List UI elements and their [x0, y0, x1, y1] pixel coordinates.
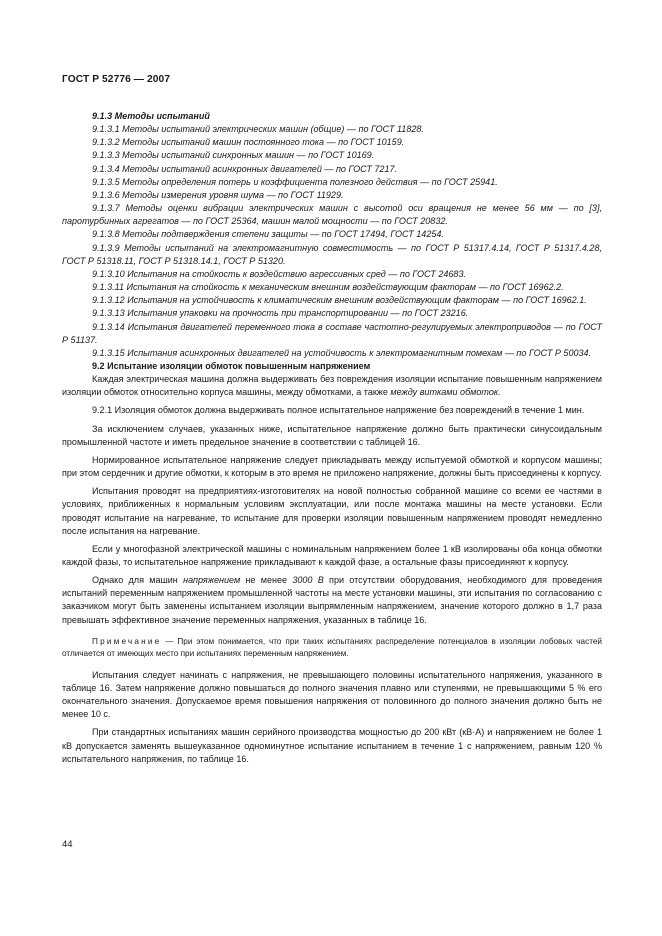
- item-9-1-3-5: 9.1.3.5 Методы определения потерь и коэффициента полезного действия — по ГОСТ 25941.: [92, 176, 498, 187]
- paragraph-voltage-rise: Испытания следует начинать с напряжения, не превышающего половины испытательного напряжения, указанного в таблице 16. Затем напряжение должно повышаться до полного значения плавно или ступенями, не превышающими 5 % его окончательного значения. Допускаемое время повышения напряжения от половинного до полного значения должно быть не менее 10 с.: [62, 669, 602, 720]
- page-number: 44: [62, 839, 73, 850]
- paragraph-9-2-intro: [62, 373, 602, 399]
- item-9-1-3-8: 9.1.3.8 Методы подтверждения степени защиты — по ГОСТ 17494, ГОСТ 14254.: [92, 229, 444, 240]
- item-9-1-3-14: 9.1.3.14 Испытания двигателей переменного тока в составе частотно-регулируемых электроприводов — по ГОСТ Р 51137.: [62, 321, 602, 345]
- item-9-1-3-7: 9.1.3.7 Методы оценки вибрации электрических машин с высотой оси вращения не менее 56 мм — по [3], паротурбинных агрегатов — по ГОСТ 25364, машин малой мощности — по ГОСТ 20832.: [62, 203, 602, 227]
- item-9-1-3-1: 9.1.3.1 Методы испытаний электрических машин (общие) — по ГОСТ 11828.: [92, 124, 424, 135]
- hv-text-a: Однако для машин: [92, 575, 184, 586]
- item-9-1-3-3: 9.1.3.3 Методы испытаний синхронных машин — по ГОСТ 10169.: [92, 150, 375, 161]
- paragraph-9-2-intro-text: Каждая электрическая машина должна выдерживать без повреждения изоляции испытание повышенным напряжением изоляции обмоток относительно корпуса машины, между обмотками, а также: [62, 374, 602, 398]
- document-body: [62, 110, 602, 766]
- section-title-9-2: 9.2 Испытание изоляции обмоток повышенным напряжением: [92, 360, 371, 371]
- hv-text-b: не менее: [240, 575, 293, 586]
- section-title-9-1-3: 9.1.3 Методы испытаний: [92, 111, 210, 121]
- item-9-1-3-4: 9.1.3.4 Методы испытаний асинхронных двигателей — по ГОСТ 7217.: [92, 163, 398, 174]
- item-9-1-3-2: 9.1.3.2 Методы испытаний машин постоянного тока — по ГОСТ 10159.: [92, 137, 405, 148]
- note-label: Примечание: [92, 636, 162, 646]
- paragraph-high-voltage-machines: [62, 574, 602, 627]
- paragraph-rated-voltage: Нормированное испытательное напряжение следует прикладывать между испытуемой обмоткой и корпусом машины; при этом сердечник и другие обмотки, к которым в это время не приложено напряжение, должны быть присоединены к корпусу.: [62, 454, 602, 479]
- item-9-1-3-12: 9.1.3.12 Испытания на устойчивость к климатическим внешним воздействующим факторам — по ГОСТ 16962.1.: [92, 295, 587, 306]
- paragraph-serial-production: При стандартных испытаниях машин серийного производства мощностью до 200 кВт (кВ·А) и напряжением не более 1 кВ допускается заменять вышеуказанное одноминутное испытание испытанием в течение 1 с напряжением, равным 120 % испытательного напряжения, по таблице 16.: [62, 727, 602, 764]
- item-9-1-3-10: 9.1.3.10 Испытания на стойкость к воздействию агрессивных сред — по ГОСТ 24683.: [92, 268, 466, 279]
- note: [62, 636, 602, 660]
- note-text: — При этом понимается, что при таких испытаниях распределение потенциалов в изоляции лобовых частей отличается от имеющих место при испытаниях переменным напряжением.: [62, 636, 602, 658]
- hv-italic-3000v: 3000 В: [292, 575, 324, 586]
- item-9-1-3-13: 9.1.3.13 Испытания упаковки на прочность при транспортировании — по ГОСТ 23216.: [92, 308, 469, 319]
- document-header: ГОСТ Р 52776 — 2007: [62, 74, 171, 85]
- hv-text-c: при отсутствии оборудования, необходимого для проведения испытаний переменным напряжением промышленной частоты на месте установки машины, эти испытания по согласованию с заказчиком могут быть заменены испытанием изоляции выпрямленным напряжением, значение которого должно в 1,7 раза превышать эффективное значение переменных напряжения, указанных в таблице 16.: [62, 575, 602, 625]
- item-9-1-3-9: 9.1.3.9 Методы испытаний на электромагнитную совместимость — по ГОСТ Р 51317.4.14, ГОСТ Р 51317.4.28, ГОСТ Р 51318.11, ГОСТ Р 51318.14.1, ГОСТ Р 51320.: [62, 242, 602, 266]
- item-9-1-3-15: 9.1.3.15 Испытания асинхронных двигателей на устойчивость к электромагнитным помехам — по ГОСТ Р 50034.: [92, 347, 592, 358]
- paragraph-multiphase: Если у многофазной электрической машины с номинальным напряжением более 1 кВ изолированы оба конца обмотки каждой фазы, то испытательное напряжение прикладывают к каждой фазе, а остальные фазы присоединяют к корпусу.: [62, 543, 602, 567]
- item-9-1-3-11: 9.1.3.11 Испытания на стойкость к механическим внешним воздействующим факторам — по ГОСТ 16962.2.: [92, 282, 564, 293]
- hv-italic-voltage: напряжением: [183, 575, 241, 586]
- paragraph-9-2-1: 9.2.1 Изоляция обмоток должна выдерживать полное испытательное напряжение без повреждений в течение 1 мин.: [92, 405, 585, 416]
- paragraph-sinusoidal-voltage: За исключением случаев, указанных ниже, испытательное напряжение должно быть практически синусоидальным промышленной частоте и иметь предельное значение в соответствии с таблицей 16.: [62, 423, 602, 447]
- paragraph-9-2-intro-italic: между витками обмоток.: [390, 387, 501, 398]
- paragraph-test-conditions: Испытания проводят на предприятиях-изготовителях на новой полностью собранной машине со всеми ее частями в условиях, приближенных к нормальным условиям эксплуатации, или после монтажа машины на месте установки. Если проводят испытание на нагревание, то испытание для проверки изоляции повышенным напряжением проводят немедленно после испытания на нагревание.: [62, 486, 602, 536]
- item-9-1-3-6: 9.1.3.6 Методы измерения уровня шума — по ГОСТ 11929.: [92, 189, 344, 200]
